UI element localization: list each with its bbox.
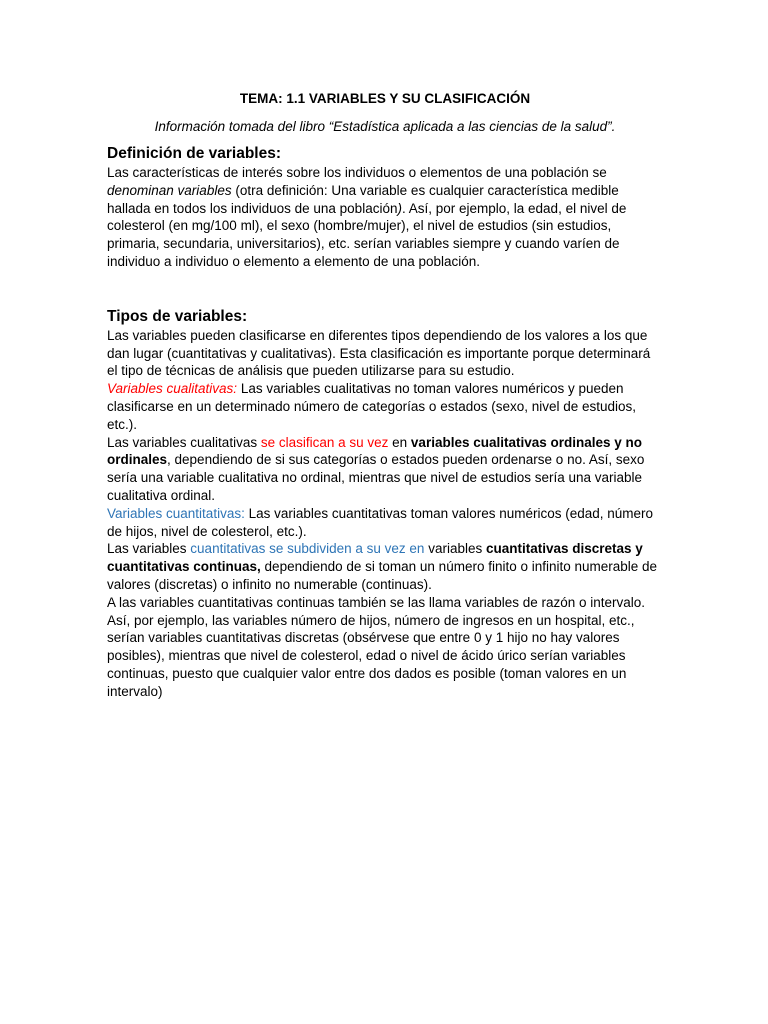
- paragraph-text: Las variables: [107, 541, 191, 557]
- source-note-text: Información tomada del libro “Estadística aplicada a las ciencias de la salud”.: [154, 119, 616, 134]
- paragraph-subdivision-cuantitativas: [107, 540, 663, 593]
- paragraph-text: , dependiendo de si sus categorías o estados pueden ordenarse o no. Así, sexo sería una variable cualitativa no ordinal, mientras que nivel de estudios sería una variable cualitativa ordinal.: [107, 452, 645, 503]
- document-body: [107, 90, 663, 701]
- paragraph-continuas: A las variables cuantitativas continuas también se las llama variables de razón o intervalo. Así, por ejemplo, las variables número de hijos, número de ingresos en un hospital, etc., serían variables cuantitativas discretas (obsérvese que entre 0 y 1 hijo no hay valores posibles), mientras que nivel de colesterol, edad o nivel de ácido úrico serían variables continuas, puesto que cualquier valor entre dos dados es posible (toman valores en un intervalo): [107, 594, 646, 699]
- term-variables-cualitativas: Variables cualitativas:: [107, 381, 238, 397]
- source-note: [107, 118, 663, 136]
- paragraph-text: dependiendo de si toman un número finito o infinito numerable de valores (discretas) o infinito no numerable (continuas).: [107, 559, 658, 592]
- paragraph-text: Las variables cuantitativas toman valores numéricos (edad, número de hijos, nivel de colesterol, etc.).: [107, 505, 654, 539]
- section-heading-tipos: Tipos de variables:: [107, 307, 248, 325]
- paragraph-clasificacion-cualitativas: [107, 434, 663, 505]
- paragraph-text: variables: [424, 541, 486, 557]
- paragraph-cualitativas: [107, 380, 663, 433]
- paragraph-text: (otra definición: Una variable es cualquier característica medible hallada en todos los individuos de una población: [107, 182, 619, 216]
- paragraph-definicion: [107, 164, 663, 271]
- paragraph-text: en: [388, 434, 411, 450]
- highlight-blue-text: cuantitativas se subdividen a su vez en: [190, 541, 425, 557]
- paragraph-italic-text: denominan variables: [107, 182, 232, 198]
- highlight-red-text: se clasifican a su vez: [260, 434, 389, 450]
- paragraph-italic-text: ): [397, 200, 402, 216]
- paragraph-tipos-intro: Las variables pueden clasificarse en diferentes tipos dependiendo de los valores a los que dan lugar (cuantitativas y cualitativas). Esta clasificación es importante porque determinará el tipo de técnicas de análisis que pueden utilizarse para su estudio.: [107, 327, 651, 379]
- section-heading-definicion: Definición de variables:: [107, 145, 281, 162]
- document-title: TEMA: 1.1 VARIABLES Y SU CLASIFICACIÓN: [239, 91, 531, 106]
- paragraph-text: . Así, por ejemplo, la edad, el nivel de colesterol (en mg/100 ml), el sexo (hombre/mujer), el nivel de estudios (sin estudios, primaria, secundaria, universitarios), etc. serían variables siempre y cuando varíen de individuo a individuo o elemento a elemento de una población.: [107, 200, 627, 269]
- paragraph-text: Las variables cualitativas no toman valores numéricos y pueden clasificarse en un determinado número de categorías o estados (sexo, nivel de estudios, etc.).: [107, 381, 637, 432]
- paragraph-cuantitativas: [107, 505, 663, 541]
- bold-term: cuantitativas discretas y cuantitativas continuas,: [107, 541, 643, 575]
- paragraph-text: Las variables cualitativas: [107, 434, 261, 450]
- paragraph-text: Las características de interés sobre los individuos o elementos de una población se: [107, 165, 607, 180]
- bold-term: variables cualitativas ordinales y no ordinales: [107, 434, 643, 468]
- term-variables-cuantitativas: Variables cuantitativas:: [107, 505, 245, 521]
